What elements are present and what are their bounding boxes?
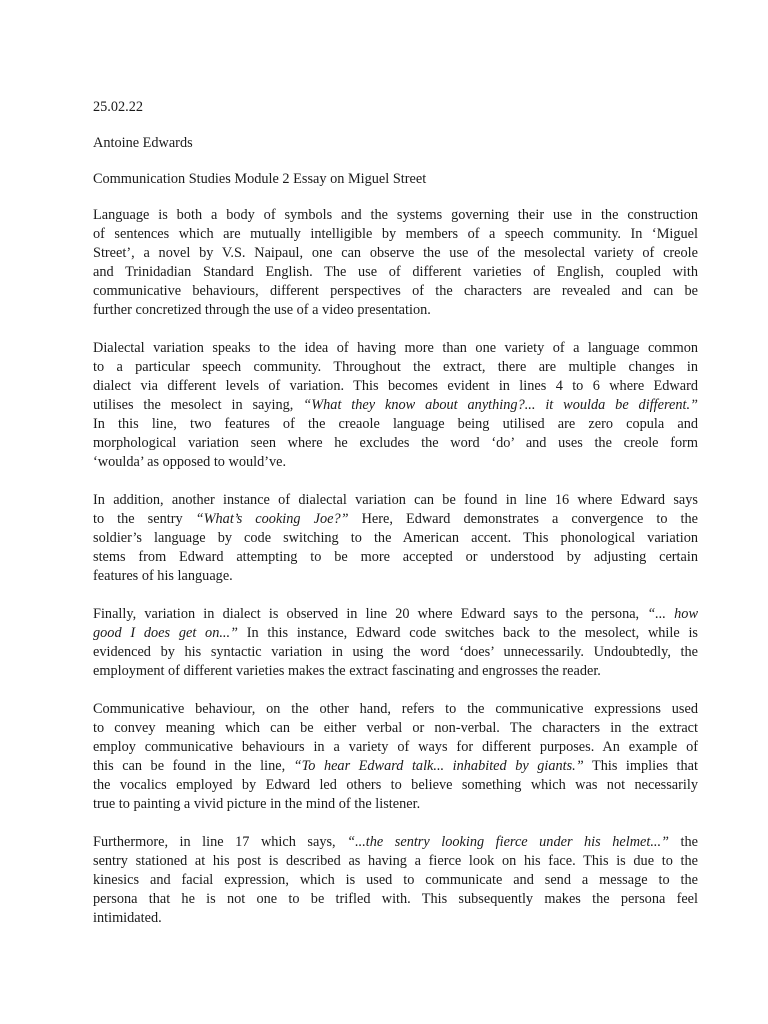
quoted-text: “What’s cooking Joe?” (195, 511, 349, 527)
text-run: Street’, a novel by V.S. Naipaul, one can observe the use of the mesolectal variety of creole (93, 245, 698, 261)
text-run: Language is both a body of symbols and the systems governing their use in the construction (93, 207, 698, 223)
quoted-text: “To hear Edward talk... inhabited by giants.” (293, 758, 584, 774)
text-line (93, 624, 698, 643)
text-run: Dialectal variation speaks to the idea of having more than one variety of a language common (93, 340, 698, 356)
text-run: dialect via different levels of variation. This becomes evident in lines 4 to 6 where Edward (93, 378, 698, 394)
paragraph (93, 605, 698, 681)
text-run: morphological variation seen where he excludes the word ‘do’ and uses the creole form (93, 435, 698, 451)
text-line (93, 415, 698, 434)
text-run: to a particular speech community. Throughout the extract, there are multiple changes in (93, 359, 698, 375)
text-run: employ communicative behaviours in a variety of ways for different purposes. An example of (93, 739, 698, 755)
text-run: this can be found in the line, (93, 758, 294, 774)
text-run: Here, Edward demonstrates a convergence to the (348, 511, 698, 527)
text-run: sentry stationed at his post is described as having a fierce look on his face. This is due to the (93, 853, 698, 869)
text-run: communicative behaviours, different perspectives of the characters are revealed and can be (93, 283, 698, 299)
text-run: kinesics and facial expression, which is used to communicate and send a message to the (93, 872, 698, 888)
text-line (93, 510, 698, 529)
text-run: In addition, another instance of dialectal variation can be found in line 16 where Edward says (93, 492, 698, 508)
essay-body (93, 206, 698, 928)
text-run: soldier’s language by code switching to the American accent. This phonological variation (93, 530, 698, 546)
essay-title: Communication Studies Module 2 Essay on Miguel Street (93, 171, 427, 187)
text-line (93, 206, 698, 225)
text-run: In this instance, Edward code switches back to the mesolect, while is (238, 625, 698, 641)
text-run: This implies that (583, 758, 698, 774)
text-run: evidenced by his syntactic variation in using the word ‘does’ unnecessarily. Undoubtedly, the (93, 644, 698, 660)
text-line (93, 225, 698, 244)
text-run: utilises the mesolect in saying, (93, 397, 304, 413)
paragraph (93, 206, 698, 320)
paragraph (93, 833, 698, 928)
text-line (93, 567, 698, 586)
text-run: to convey meaning which can be either verbal or non-verbal. The characters in the extract (93, 720, 698, 736)
text-line (93, 605, 698, 624)
text-run: features of his language. (93, 568, 233, 584)
text-run: true to painting a vivid picture in the mind of the listener. (93, 796, 421, 812)
text-line (93, 757, 698, 776)
text-run: intimidated. (93, 910, 162, 926)
text-line (93, 396, 698, 415)
text-run: persona that he is not one to be trifled with. This subsequently makes the persona feel (93, 891, 698, 907)
text-run: the vocalics employed by Edward led others to believe something which was not necessarily (93, 777, 698, 793)
text-line (93, 662, 698, 681)
text-run: In this line, two features of the creaole language being utilised are zero copula and (93, 416, 698, 432)
text-run: of sentences which are mutually intelligible by members of a speech community. In ‘Miguel (93, 226, 698, 242)
text-line (93, 263, 698, 282)
quoted-text: “What they know about anything?... it woulda be different.” (303, 397, 698, 413)
paragraph (93, 339, 698, 472)
text-line (93, 833, 698, 852)
quoted-text: good I does get on...” (93, 625, 239, 641)
text-line (93, 909, 698, 928)
quoted-text: “...the sentry looking fierce under his helmet...” (347, 834, 670, 850)
text-run: to the sentry (93, 511, 196, 527)
text-run: Furthermore, in line 17 which says, (93, 834, 348, 850)
text-run: further concretized through the use of a video presentation. (93, 302, 431, 318)
text-line (93, 282, 698, 301)
author-name: Antoine Edwards (93, 135, 193, 151)
text-line (93, 301, 698, 320)
text-line (93, 700, 698, 719)
text-line (93, 719, 698, 738)
essay-date: 25.02.22 (93, 99, 144, 115)
text-run: ‘woulda’ as opposed to would’ve. (93, 454, 287, 470)
text-line (93, 358, 698, 377)
text-line (93, 643, 698, 662)
text-line (93, 548, 698, 567)
text-line (93, 244, 698, 263)
text-line (93, 738, 698, 757)
text-line (93, 852, 698, 871)
quoted-text: “... how (647, 606, 698, 622)
text-run: and Trinidadian Standard English. The use of different varieties of English, coupled with (93, 264, 698, 280)
text-line (93, 339, 698, 358)
text-line (93, 890, 698, 909)
text-line (93, 795, 698, 814)
text-line (93, 871, 698, 890)
text-line (93, 453, 698, 472)
text-line (93, 529, 698, 548)
text-run: Communicative behaviour, on the other hand, refers to the communicative expressions used (93, 701, 698, 717)
text-run: Finally, variation in dialect is observed in line 20 where Edward says to the persona, (93, 606, 648, 622)
text-run: the (669, 834, 698, 850)
paragraph (93, 700, 698, 814)
text-run: employment of different varieties makes the extract fascinating and engrosses the reader. (93, 663, 601, 679)
text-line (93, 776, 698, 795)
text-line (93, 377, 698, 396)
paragraph (93, 491, 698, 586)
text-line (93, 434, 698, 453)
text-line (93, 491, 698, 510)
text-run: stems from Edward attempting to be more accepted or understood by adjusting certain (93, 549, 698, 565)
